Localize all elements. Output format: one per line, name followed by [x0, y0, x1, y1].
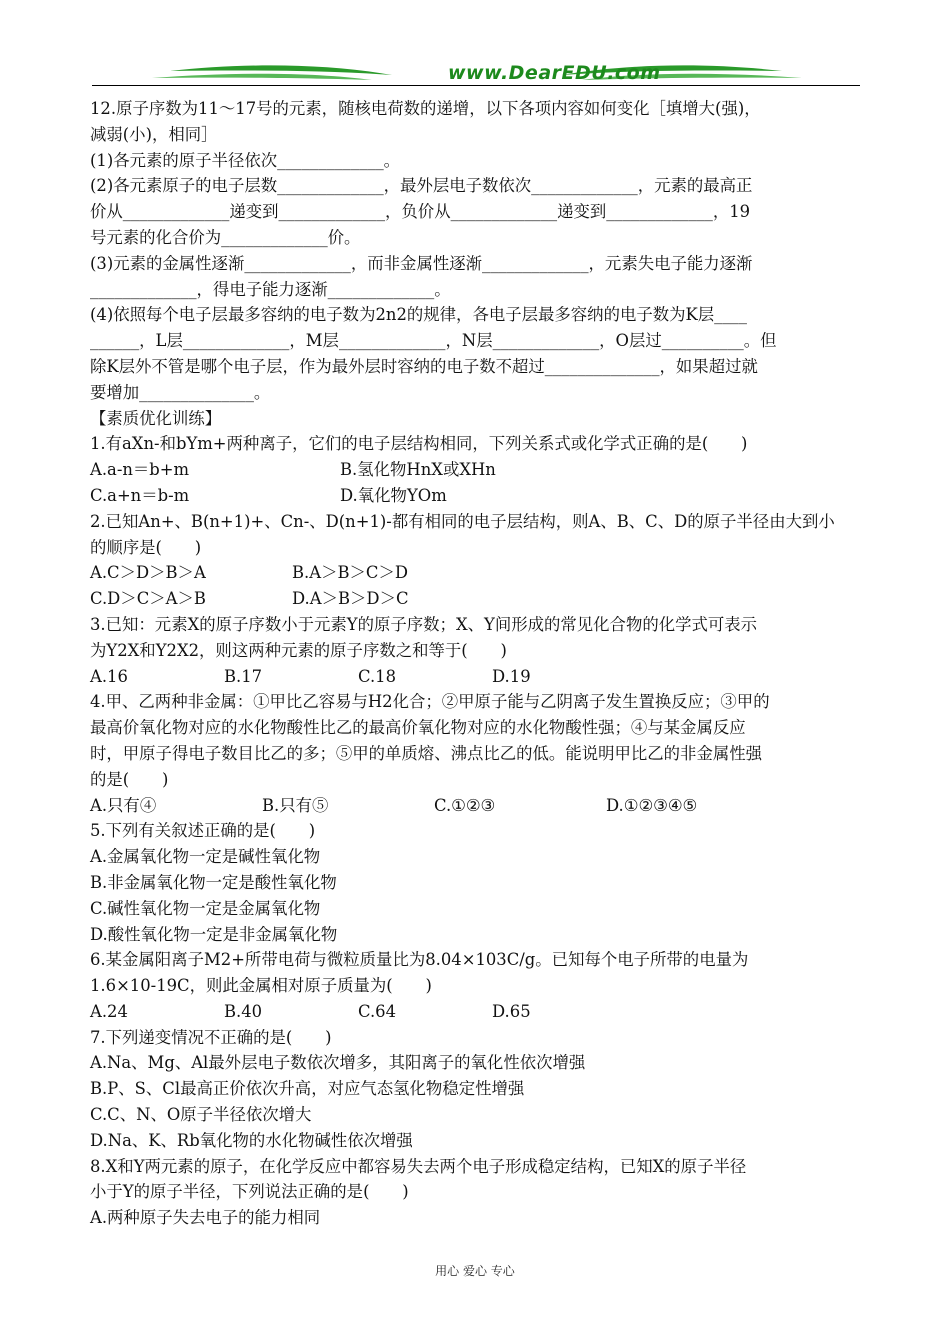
option-a: A.C＞D＞B＞A: [90, 563, 206, 583]
option-a: A.16: [90, 666, 128, 686]
option-b: B.非金属氧化物一定是酸性氧化物: [90, 872, 337, 892]
option-c: C.a+n＝b-m: [90, 485, 190, 505]
q12-line: (2)各元素原子的电子层数_____________，最外层电子数依次_____________，元素的最高正: [90, 176, 753, 196]
q12-line: 要增加______________。: [90, 382, 271, 402]
option-b: B.P、S、Cl最高正价依次升高，对应气态氢化物稳定性增强: [90, 1079, 525, 1099]
q3-stem: 为Y2X和Y2X2，则这两种元素的原子序数之和等于( ): [90, 640, 507, 660]
q12-line: 价从_____________递变到_____________，负价从_____________递变到_____________，19: [90, 202, 751, 222]
q5-stem: 5.下列有关叙述正确的是( ): [90, 821, 316, 841]
option-a: A.Na、Mg、Al最外层电子数依次增多，其阳离子的氧化性依次增强: [90, 1053, 586, 1073]
q4-options-row: [90, 793, 862, 819]
page-header: [92, 58, 860, 88]
option-c: C.①②③: [434, 795, 496, 815]
option-b: B.只有⑤: [262, 795, 329, 815]
option-b: B.17: [224, 666, 263, 686]
q12-line: 号元素的化合价为_____________价。: [90, 227, 361, 247]
option-a: A.a-n＝b+m: [90, 460, 190, 480]
option-a: A.24: [90, 1001, 128, 1021]
option-d: D.Na、K、Rb氧化物的水化物碱性依次增强: [90, 1130, 413, 1150]
option-d: D.①②③④⑤: [606, 795, 698, 815]
worksheet-body: [90, 96, 862, 1231]
option-a: A.金属氧化物一定是碱性氧化物: [90, 847, 321, 867]
option-d: D.65: [492, 1001, 531, 1021]
section-title: 【素质优化训练】: [90, 408, 222, 428]
option-c: C.C、N、O原子半径依次增大: [90, 1105, 312, 1125]
q12-line: 12.原子序数为11～17号的元素，随核电荷数的递增，以下各项内容如何变化［填增大(强)，: [90, 99, 761, 118]
q12-line: (4)依照每个电子层最多容纳的电子数为2n2的规律，各电子层最多容纳的电子数为K层____: [90, 305, 747, 325]
q3-stem: 3.已知：元素X的原子序数小于元素Y的原子序数；X、Y间形成的常见化合物的化学式可表示: [90, 614, 758, 634]
option-a: A.两种原子失去电子的能力相同: [90, 1208, 321, 1228]
q2-options-row: [90, 586, 862, 612]
option-d: D.氧化物YOm: [340, 485, 447, 505]
q6-options-row: [90, 999, 862, 1025]
q4-stem: 4.甲、乙两种非金属：①甲比乙容易与H2化合；②甲原子能与乙阴离子发生置换反应；③甲的: [90, 692, 770, 712]
q6-stem: 1.6×10-19C，则此金属相对原子质量为( ): [90, 976, 432, 996]
site-logo[interactable]: www.DearEDU.com: [448, 62, 661, 84]
q12-line: 除K层外不管是哪个电子层，作为最外层时容纳的电子数不超过______________，如果超过就: [90, 356, 758, 376]
q12-line: ______，L层_____________，M层_____________，N层_____________，O层过__________。但: [90, 331, 777, 351]
page-footer: 用心 爱心 专心: [435, 1264, 515, 1278]
q3-options-row: [90, 664, 862, 690]
q12-line: (3)元素的金属性逐渐_____________，而非金属性逐渐_____________，元素失电子能力逐渐: [90, 253, 753, 273]
option-c: C.碱性氧化物一定是金属氧化物: [90, 898, 321, 918]
q4-stem: 的是( ): [90, 769, 169, 789]
q1-options-row: [90, 483, 862, 509]
option-b: B.氢化物HnX或XHn: [340, 460, 496, 480]
q4-stem: 最高价氧化物对应的水化物酸性比乙的最高价氧化物对应的水化物酸性强；④与某金属反应: [90, 718, 746, 738]
q12-line: (1)各元素的原子半径依次_____________。: [90, 150, 401, 170]
q1-stem: 1.有aXn-和bYm+两种离子，它们的电子层结构相同，下列关系式或化学式正确的是( ): [90, 434, 748, 454]
option-a: A.只有④: [90, 795, 157, 815]
q2-options-row: [90, 560, 862, 586]
q2-stem: 2.已知An+、B(n+1)+、Cn-、D(n+1)-都有相同的电子层结构，则A、B、C、D的原子半径由大到小: [90, 511, 835, 531]
q2-stem: 的顺序是( ): [90, 537, 202, 557]
q12-line: 减弱(小)，相同］: [90, 124, 218, 144]
q8-stem: 小于Y的原子半径，下列说法正确的是( ): [90, 1182, 409, 1202]
option-b: B.40: [224, 1001, 263, 1021]
q12-line: _____________，得电子能力逐渐_____________。: [90, 279, 451, 299]
option-c: C.18: [358, 666, 397, 686]
option-c: C.64: [358, 1001, 397, 1021]
option-d: D.酸性氧化物一定是非金属氧化物: [90, 924, 338, 944]
option-c: C.D＞C＞A＞B: [90, 589, 206, 609]
q6-stem: 6.某金属阳离子M2+所带电荷与微粒质量比为8.04×103C/g。已知每个电子所带的电量为: [90, 950, 749, 970]
q7-stem: 7.下列递变情况不正确的是( ): [90, 1027, 332, 1047]
option-d: D.A＞B＞D＞C: [292, 589, 409, 609]
q8-stem: 8.X和Y两元素的原子，在化学反应中都容易失去两个电子形成稳定结构，已知X的原子半径: [90, 1156, 747, 1176]
q1-options-row: [90, 457, 862, 483]
option-d: D.19: [492, 666, 531, 686]
q4-stem: 时，甲原子得电子数目比乙的多；⑤甲的单质熔、沸点比乙的低。能说明甲比乙的非金属性强: [90, 743, 763, 763]
option-b: B.A＞B＞C＞D: [292, 563, 408, 583]
